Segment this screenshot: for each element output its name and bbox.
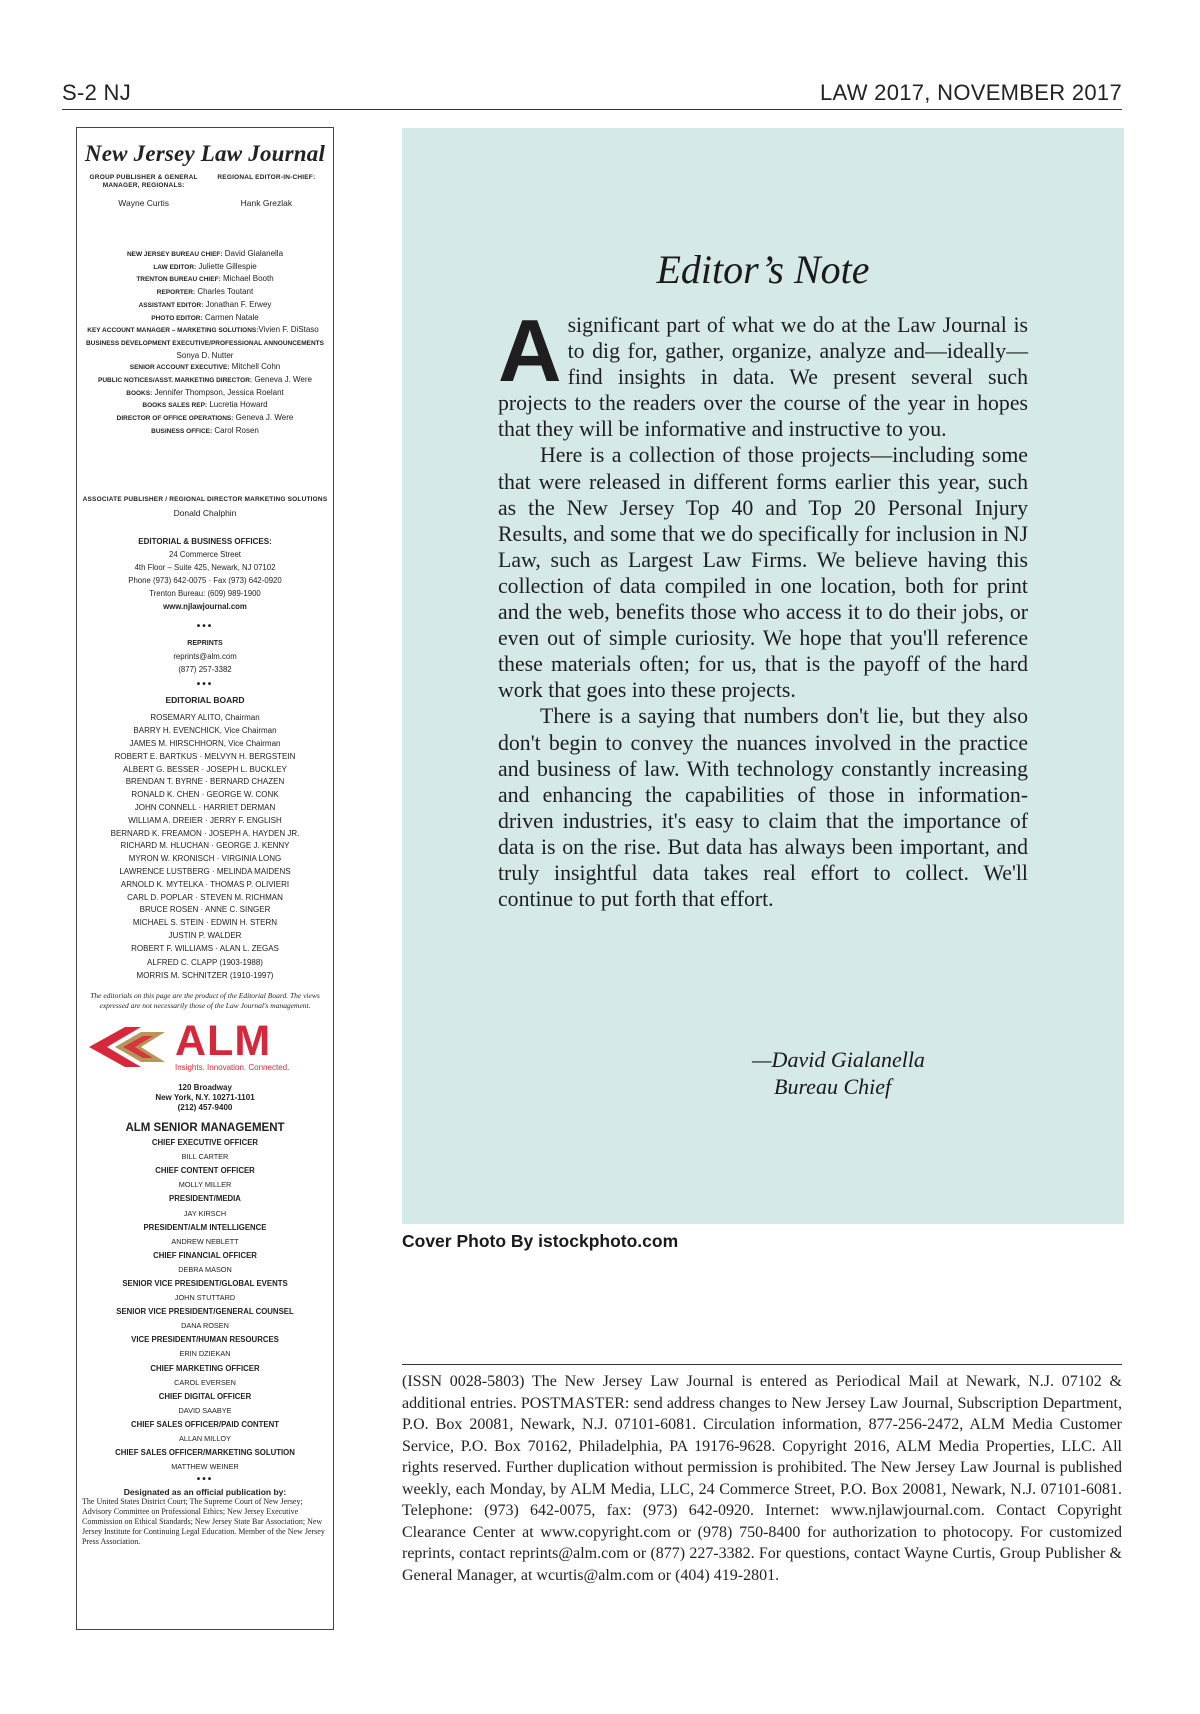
reprints-email[interactable]: reprints@alm.com (173, 651, 237, 661)
alm-wordmark: ALM (175, 1017, 272, 1066)
staff-line: BUSINESS OFFICE: Carol Rosen (151, 425, 259, 435)
masthead-title: New Jersey Law Journal (84, 141, 326, 166)
official-publication-text: The United States District Court; The Supreme Court of New Jersey; Advisory Committee on Professional Ethics; New Jersey Executive Commission on Ethical Standards; New Jersey State Bar Association; New Jersey Institute for Continuing Legal Education. Member of the New Jersey Press Association. (82, 1497, 325, 1546)
offices-block: EDITORIAL & BUSINESS OFFICES: 24 Commerce Street 4th Floor – Suite 425, Newark, NJ 07102 Phone (973) 642-0075 · Fax (973) 642-0920 Trenton Bureau: (609) 989-1900 www.njlawjournal.com ••• REPRINTS reprints@alm.com (877) 257-3382 ••• (77, 535, 333, 691)
senior-management: ALM SENIOR MANAGEMENT CHIEF EXECUTIVE OFFICER BILL CARTER CHIEF CONTENT OFFICER MOLLY MILLER PRESIDENT/MEDIA JAY KIRSCH PRESIDENT/ALM INTELLIGENCE ANDREW NEBLETT CHIEF FINANCIAL OFFICER DEBRA MASON SENIOR VICE PRESIDENT/GLOBAL EVENTS JOHN STUTTARD SENIOR VICE PRESIDENT/GENERAL COUNSEL DANA ROSEN VICE PRESIDENT/HUMAN RESOURCES ERIN DZIEKAN CHIEF MARKETING OFFICER CAROL EVERSEN CHIEF DIGITAL OFFICER DAVID SAABYE CHIEF SALES OFFICER/PAID CONTENT ALLAN MILLOY CHIEF SALES OFFICER/MARKETING SOLUTION MATTHEW WEINER ••• (77, 1120, 333, 1486)
board-line: JOHN CONNELL · HARRIET DERMAN (134, 802, 276, 812)
staff-line: DIRECTOR OF OFFICE OPERATIONS: Geneva J. Were (116, 413, 294, 423)
board-line: JUSTIN P. WALDER (168, 930, 242, 940)
staff-line: LAW EDITOR: Juliette Gillespie (153, 261, 257, 271)
reprints-heading: REPRINTS (187, 639, 223, 647)
board-line: BARRY H. EVENCHICK, Vice Chairman (133, 726, 277, 736)
reprints-phone: (877) 257-3382 (178, 664, 232, 674)
staff-line: BOOKS SALES REP: Lucretia Howard (142, 400, 268, 410)
editorial-board (77, 694, 333, 984)
note-body (498, 301, 1028, 912)
board-line: ALBERT G. BESSER · JOSEPH L. BUCKLEY (123, 764, 287, 774)
board-line: ARNOLD K. MYTELKA · THOMAS P. OLIVIERI (120, 879, 290, 889)
offices-heading: EDITORIAL & BUSINESS OFFICES: (138, 536, 272, 546)
publication-statement: (ISSN 0028-5803) The New Jersey Law Journal is entered as Periodical Mail at Newark, N.J. 07102 & additional entries. POSTMASTER: send address changes to New Jersey Law Journal, Subscription Department, P.O. Box 20081, Newark, N.J. 07101-6081. Circulation information, 877-256-2472, ALM Media Customer Service, P.O. Box 70162, Philadelphia, PA 19176-9628. Copyright 2016, ALM Media Properties, LLC. All rights reserved. Further duplication without permission is prohibited. The New Jersey Law Journal is published weekly, each Monday, by ALM Media, LLC, 24 Commerce Street, P.O. Box 20081, Newark, N.J. 07101-6081. Telephone: (973) 642-0075, fax: (973) 642-0920. Internet: www.njlawjournal.com. Contact Copyright Clearance Center at www.copyright.com or (978) 750-8400 for authorization to photocopy. For customized reprints, contact reprints@alm.com or (877) 227-3382. For questions, contact Wayne Curtis, Group Publisher & General Manager, at wcurtis@alm.com or (404) 419-2801. (402, 1364, 1122, 1586)
editorial-board-heading: EDITORIAL BOARD (165, 694, 245, 705)
board-line: MICHAEL S. STEIN · EDWIN H. STERN (132, 918, 278, 928)
board-line: WILLIAM A. DREIER · JERRY F. ENGLISH (128, 815, 282, 825)
board-line: JAMES M. HIRSCHHORN, Vice Chairman (129, 738, 281, 748)
senior-management-heading: ALM SENIOR MANAGEMENT (125, 1122, 285, 1135)
group-publisher-name: Wayne Curtis (118, 198, 169, 208)
masthead (76, 127, 334, 1630)
alm-logo (77, 1017, 333, 1075)
signature-name: —David Gialanella (752, 1047, 925, 1072)
board-line: RICHARD M. HLUCHAN · GEORGE J. KENNY (120, 841, 290, 851)
board-line: CARL D. POPLAR · STEVEN M. RICHMAN (127, 892, 283, 902)
staff-line: Sonya D. Nutter (176, 350, 234, 360)
official-publication-heading: Designated as an official publication by: (123, 1487, 287, 1498)
staff-line: NEW JERSEY BUREAU CHIEF: David Gialanella (126, 249, 284, 258)
staff-line: PUBLIC NOTICES/ASST. MARKETING DIRECTOR: Geneva J. Were (98, 375, 312, 385)
alm-address: 120 Broadway New York, N.Y. 10271-1101 (212) 457-9400 (155, 1083, 255, 1113)
page-number: S-2 NJ (62, 80, 132, 105)
website-link[interactable]: www.njlawjournal.com (163, 601, 247, 611)
staff-line: KEY ACCOUNT MANAGER – MARKETING SOLUTIONS:Vivien F. DiStaso (87, 325, 319, 335)
separator-dots: ••• (196, 620, 214, 632)
group-publisher-caption: GROUP PUBLISHER & GENERAL MANAGER, REGIONALS: (89, 174, 198, 189)
board-line: ROSEMARY ALITO, Chairman (150, 713, 260, 723)
board-line: ROBERT F. WILLIAMS · ALAN L. ZEGAS (131, 943, 279, 953)
board-line: BERNARD K. FREAMON · JOSEPH A. HAYDEN JR. (110, 828, 300, 838)
staff-line: SENIOR ACCOUNT EXECUTIVE: Mitchell Cohn (129, 362, 281, 372)
note-paragraph: A significant part of what we do at the Law Journal is to dig for, gather, organize, analyze and—ideally—find insights in data. We present several such projects to the readers over the course of the year in hopes that they will be informative and instructive to you. (498, 301, 1028, 442)
staff-line: BOOKS: Jennifer Thompson, Jessica Roelant (126, 387, 284, 397)
running-header (62, 80, 1122, 110)
alm-chevron-icon (85, 1025, 171, 1069)
board-line: ALFRED C. CLAPP (1903-1988) (147, 958, 263, 968)
masthead-publishers (77, 174, 333, 208)
staff-list (77, 248, 333, 438)
board-line: ROBERT E. BARTKUS · MELVYN H. BERGSTEIN (114, 751, 296, 761)
board-line: MORRIS M. SCHNITZER (1910-1997) (136, 971, 274, 981)
drop-cap: A (498, 301, 562, 400)
associate-publisher: ASSOCIATE PUBLISHER / REGIONAL DIRECTOR MARKETING SOLUTIONS Donald Chalphin (82, 495, 328, 518)
board-line: BRENDAN T. BYRNE · BERNARD CHAZEN (125, 777, 285, 787)
issue-date: LAW 2017, NOVEMBER 2017 (820, 80, 1122, 105)
board-line: MYRON W. KRONISCH · VIRGINIA LONG (128, 854, 282, 864)
note-signature (752, 1046, 925, 1100)
separator-dots: ••• (196, 1474, 214, 1486)
staff-line: REPORTER: Charles Toutant (156, 287, 254, 297)
board-line: RONALD K. CHEN · GEORGE W. CONK (131, 790, 279, 800)
note-title: Editor’s Note (656, 247, 870, 292)
board-line: BRUCE ROSEN · ANNE C. SINGER (139, 905, 271, 915)
staff-line: BUSINESS DEVELOPMENT EXECUTIVE/PROFESSIONAL ANNOUNCEMENTS (85, 339, 324, 347)
cover-photo-credit: Cover Photo By istockphoto.com (402, 1231, 679, 1251)
editors-note (402, 128, 1124, 1224)
note-paragraph: Here is a collection of those projects—including some that were released in different forms earlier this year, such as the New Jersey Top 40 and Top 20 Personal Injury Results, and some that we do specifically for inclusion in NJ Law, such as Largest Law Firms. We believe having this collection of data compiled in one location, both for print and the web, benefits those who access it to do their jobs, or even out of simple curiosity. We hope that you'll reference these materials often; for us, that is the payoff of the hard work that goes into these projects. (498, 443, 1028, 703)
signature-title: Bureau Chief (774, 1074, 892, 1099)
staff-line: TRENTON BUREAU CHIEF: Michael Booth (136, 274, 274, 284)
editor-in-chief-caption: REGIONAL EDITOR-IN-CHIEF: (217, 174, 316, 181)
separator-dots: ••• (196, 678, 214, 690)
editor-in-chief-name: Hank Grezlak (240, 198, 293, 208)
staff-line: PHOTO EDITOR: Carmen Natale (151, 312, 259, 322)
staff-line: ASSISTANT EDITOR: Jonathan F. Erwey (138, 299, 272, 309)
alm-tagline: Insights. Innovation. Connected. (175, 1063, 290, 1073)
note-paragraph: There is a saying that numbers don't lie, but they also don't begin to convey the nuances involved in the practice and business of law. With technology constantly increasing and enhancing the capabilities of those in information-driven industries, it's easy to claim that the importance of data is on the rise. But data has always been important, and truly insightful data takes real effort to collect. We'll continue to put forth that effort. (498, 704, 1028, 912)
editorial-disclaimer: The editorials on this page are the product of the Editorial Board. The views expressed are not necessarily those of the Law Journal's management. (90, 991, 320, 1011)
board-line: LAWRENCE LUSTBERG · MELINDA MAIDENS (119, 866, 291, 876)
